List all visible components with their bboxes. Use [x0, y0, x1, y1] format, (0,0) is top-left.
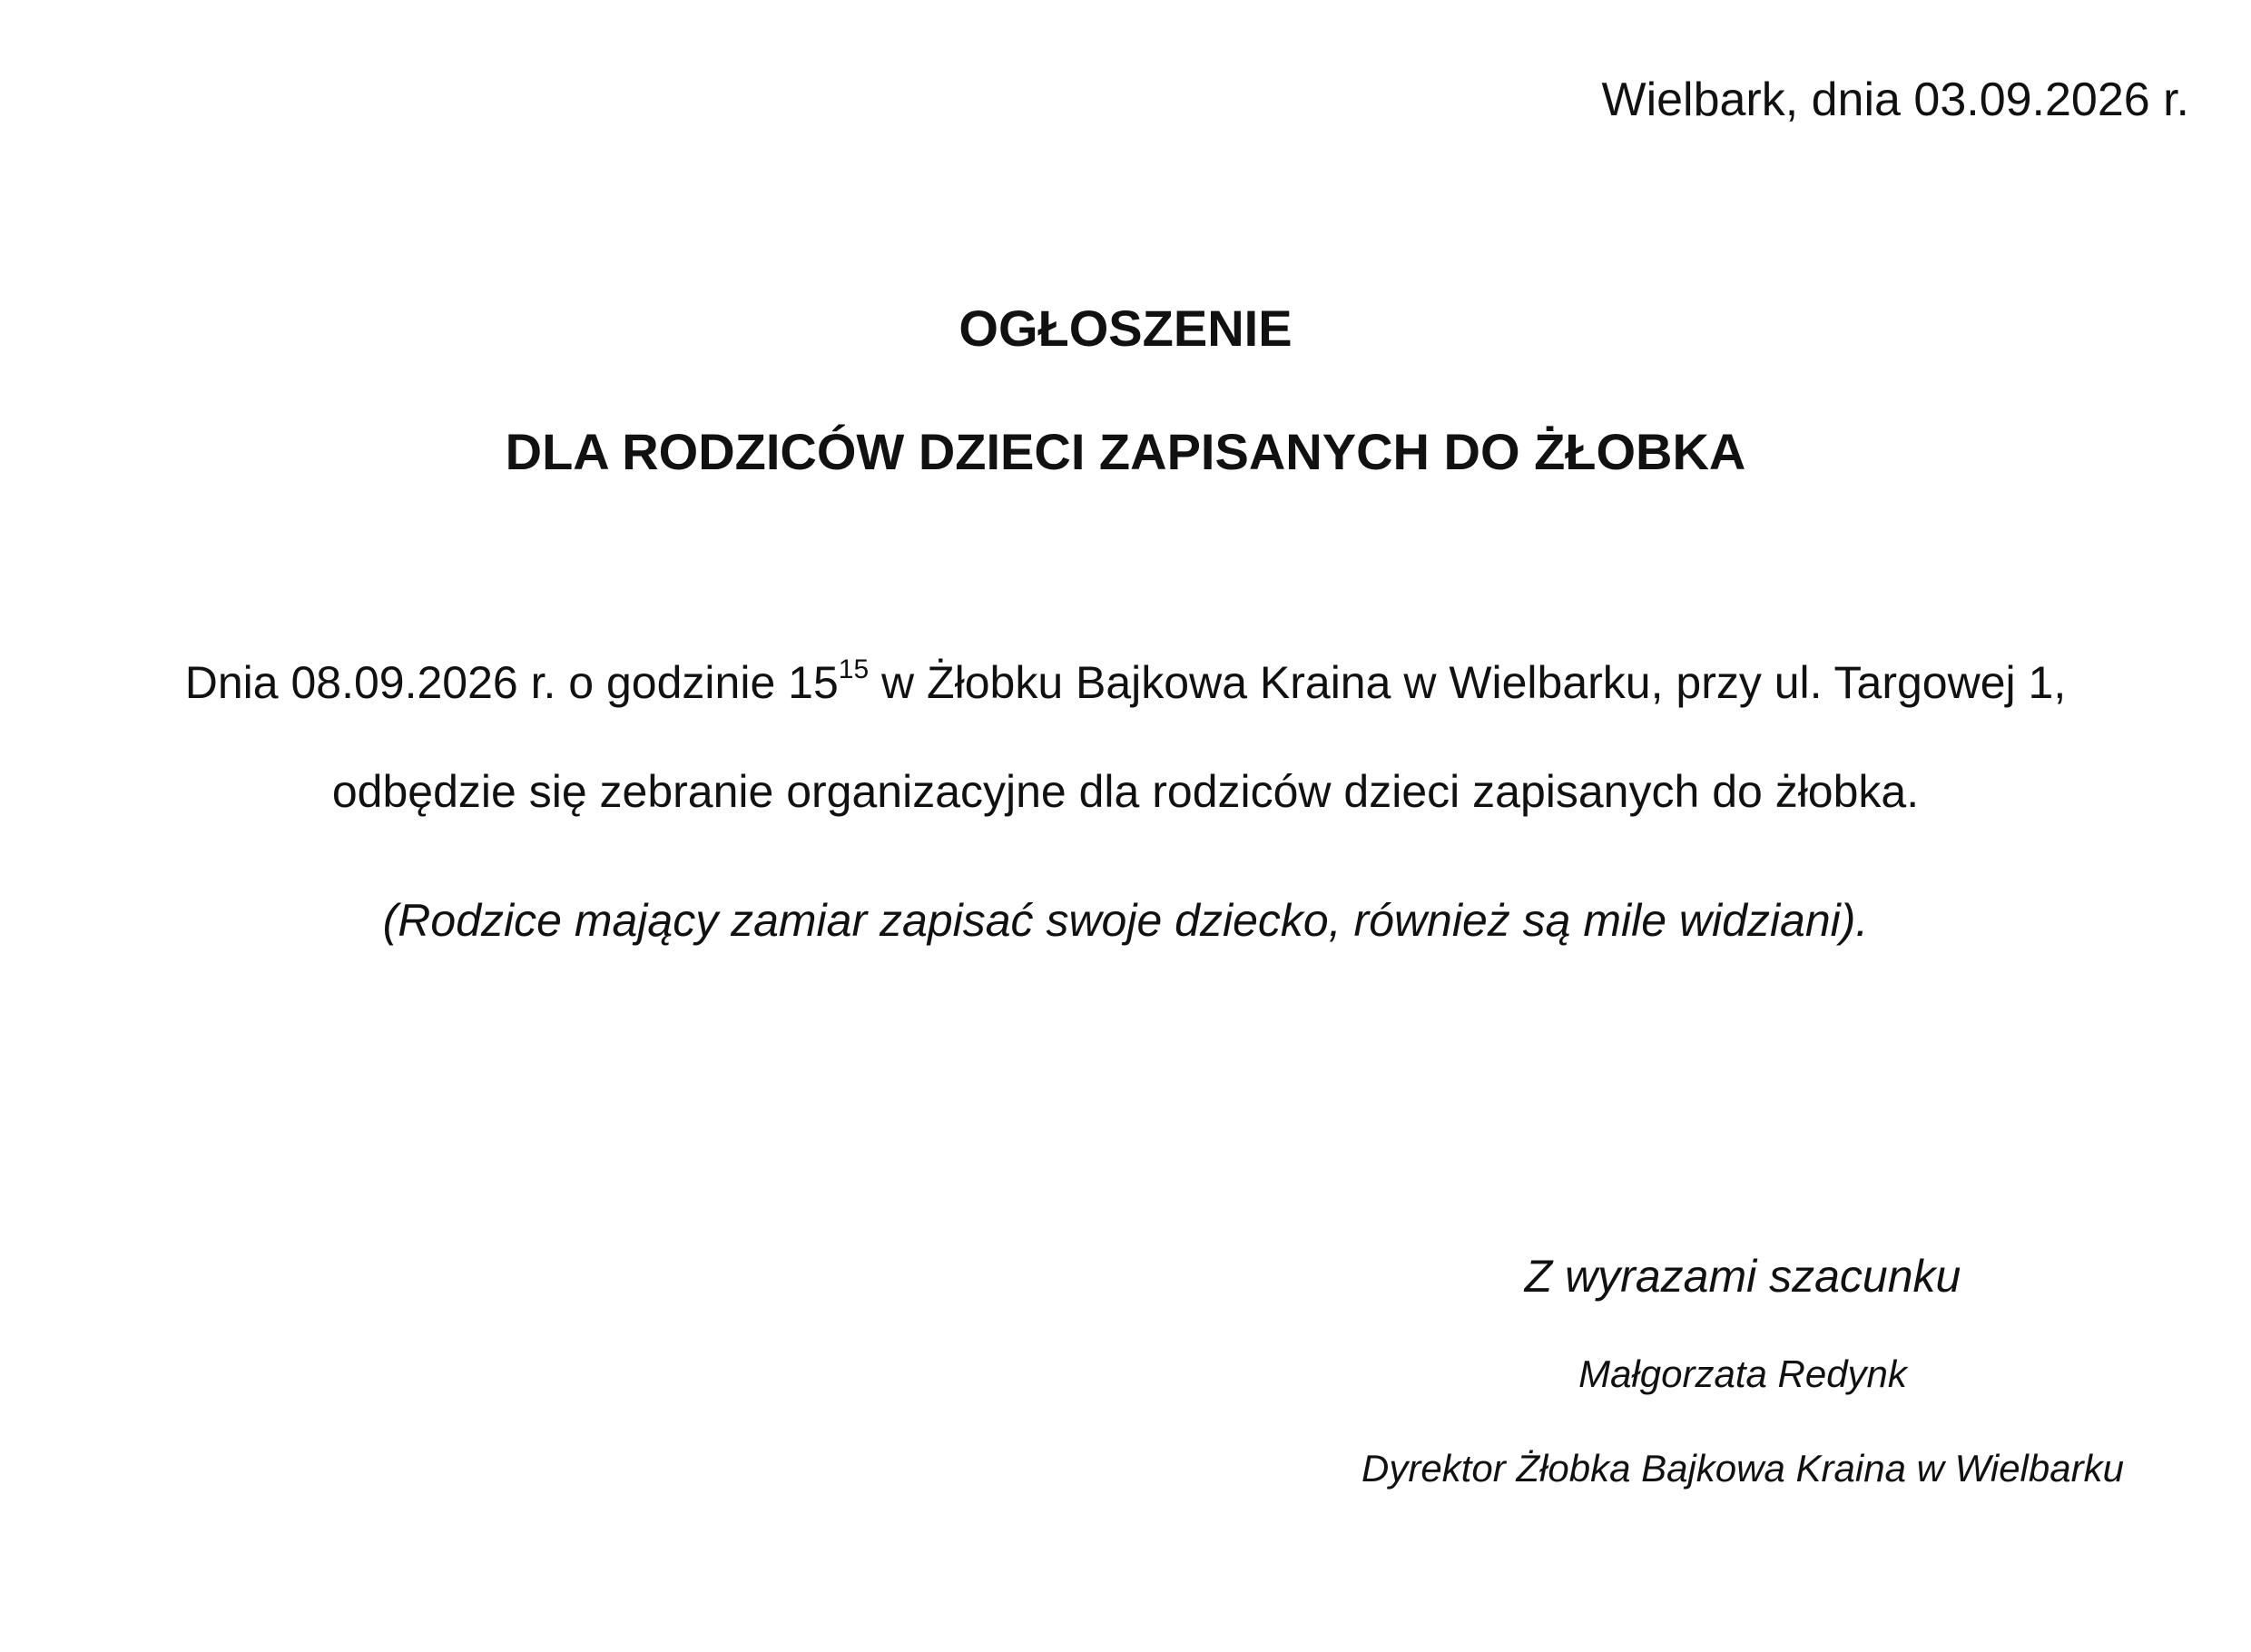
body-note: (Rodzice mający zamiar zapisać swoje dziecko, również są mile widziani). — [382, 895, 1869, 946]
body-line-2: odbędzie się zebranie organizacyjne dla rodziców dzieci zapisanych do żłobka. — [331, 766, 1920, 817]
announcement-subtitle: DLA RODZICÓW DZIECI ZAPISANYCH DO ŻŁOBKA — [505, 423, 1746, 480]
signature-role: Dyrektor Żłobka Bajkowa Kraina w Wielbarku — [1361, 1447, 2124, 1490]
meeting-hour: 15 — [788, 657, 839, 708]
announcement-title: OGŁOSZENIE — [958, 300, 1293, 357]
place-and-date: Wielbark, dnia 03.09.2026 r. — [1601, 74, 2189, 126]
body-line-1-start: Dnia 08.09.2026 r. o godzinie — [184, 657, 789, 708]
body-line-1 — [0, 652, 2251, 713]
signature-name: Małgorzata Redynk — [1578, 1352, 1907, 1395]
meeting-minutes: 15 — [838, 654, 870, 685]
signature-closing: Z wyrazami szacunku — [1524, 1251, 1961, 1302]
body-line-1-end: w Żłobku Bajkowa Kraina w Wielbarku, przy ul. Targowej 1, — [869, 657, 2067, 708]
